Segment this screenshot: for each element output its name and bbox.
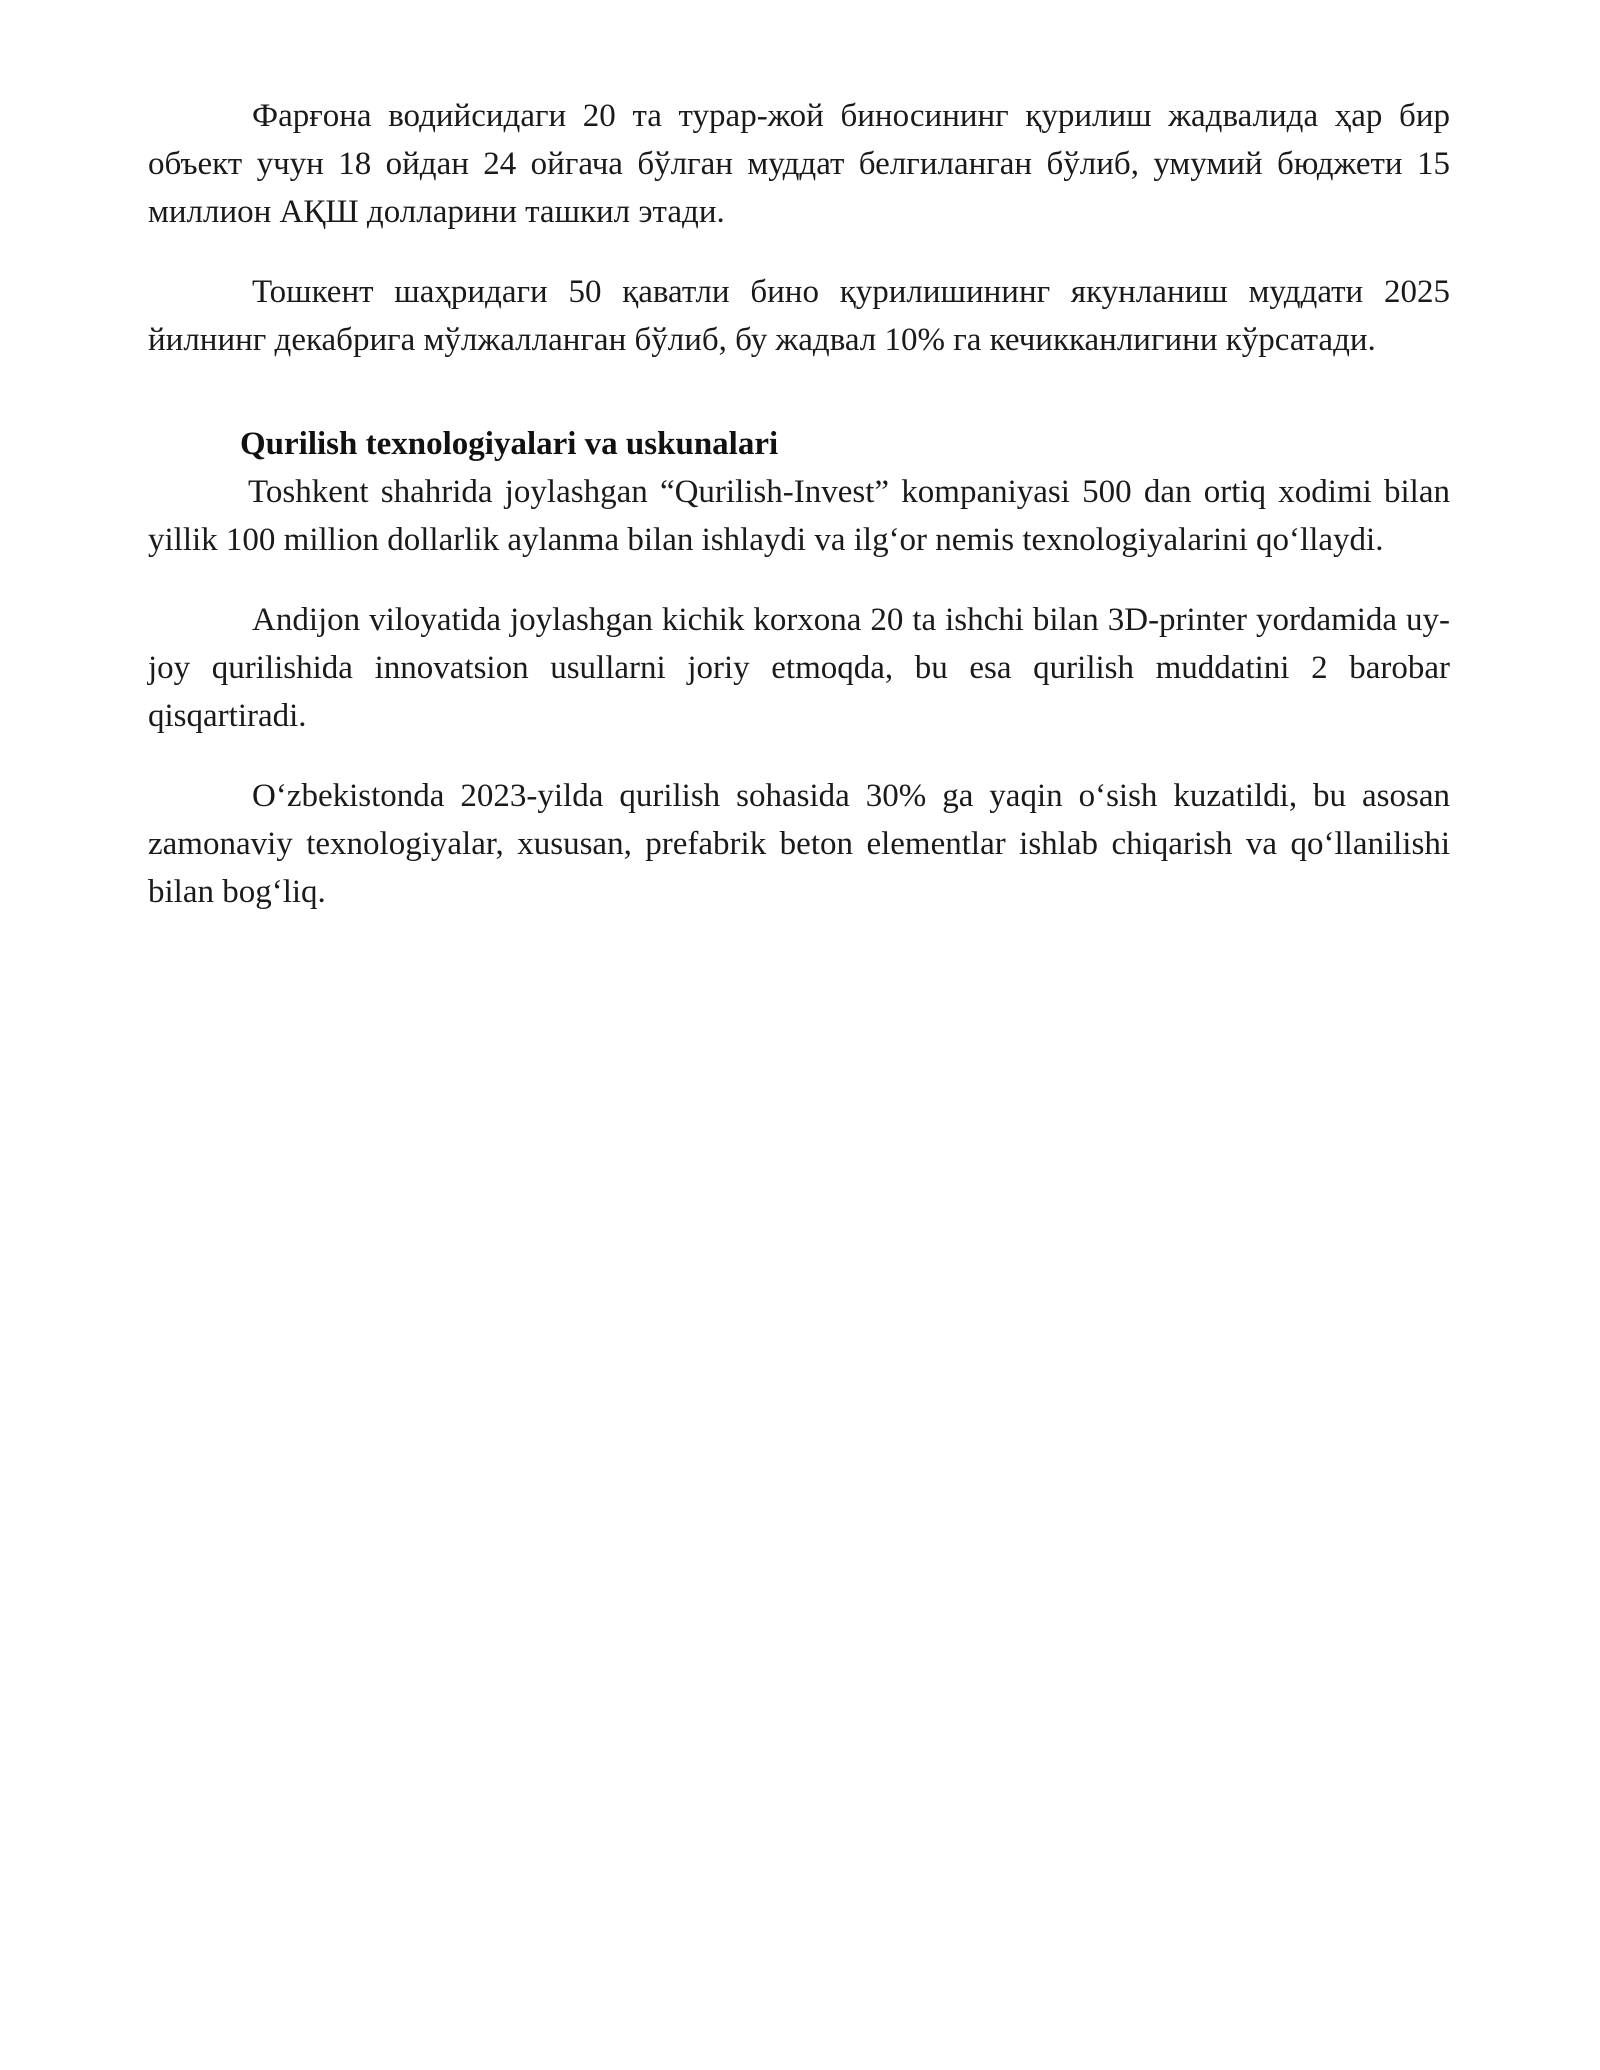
paragraph-tashkent-building: Тошкент шаҳридаги 50 қаватли бино қурилишининг якунланиш муддати 2025 йилнинг декабрига мўлжалланган бўлиб, бу жадвал 10% га кечикканлигини кўрсатади. <box>148 274 1450 358</box>
document-body <box>148 92 1450 916</box>
paragraph-uzbekistan-growth: O‘zbekistonda 2023-yilda qurilish sohasida 30% ga yaqin o‘sish kuzatildi, bu asosan zamonaviy texnologiyalar, xususan, prefabrik beton elementlar ishlab chiqarish va qo‘llanilishi bilan bog‘liq. <box>148 778 1450 910</box>
paragraph-qurilish-invest: Toshkent shahrida joylashgan “Qurilish-Invest” kompaniyasi 500 dan ortiq xodimi bilan yillik 100 million dollarlik aylanma bilan ishlaydi va ilg‘or nemis texnologiyalarini qo‘llaydi. <box>148 474 1450 558</box>
section-heading: Qurilish texnologiyalari va uskunalari <box>240 426 779 462</box>
paragraph-fergana-schedule: Фарғона водийсидаги 20 та турар-жой биносининг қурилиш жадвалида ҳар бир объект учун 18 ойдан 24 ойгача бўлган муддат белгиланган бўлиб, умумий бюджети 15 миллион АҚШ долларини ташкил этади. <box>148 98 1450 230</box>
paragraph-andijan-3d-printer: Andijon viloyatida joylashgan kichik korxona 20 ta ishchi bilan 3D-printer yordamida uy-joy qurilishida innovatsion usullarni joriy etmoqda, bu esa qurilish muddatini 2 barobar qisqartiradi. <box>148 602 1450 734</box>
